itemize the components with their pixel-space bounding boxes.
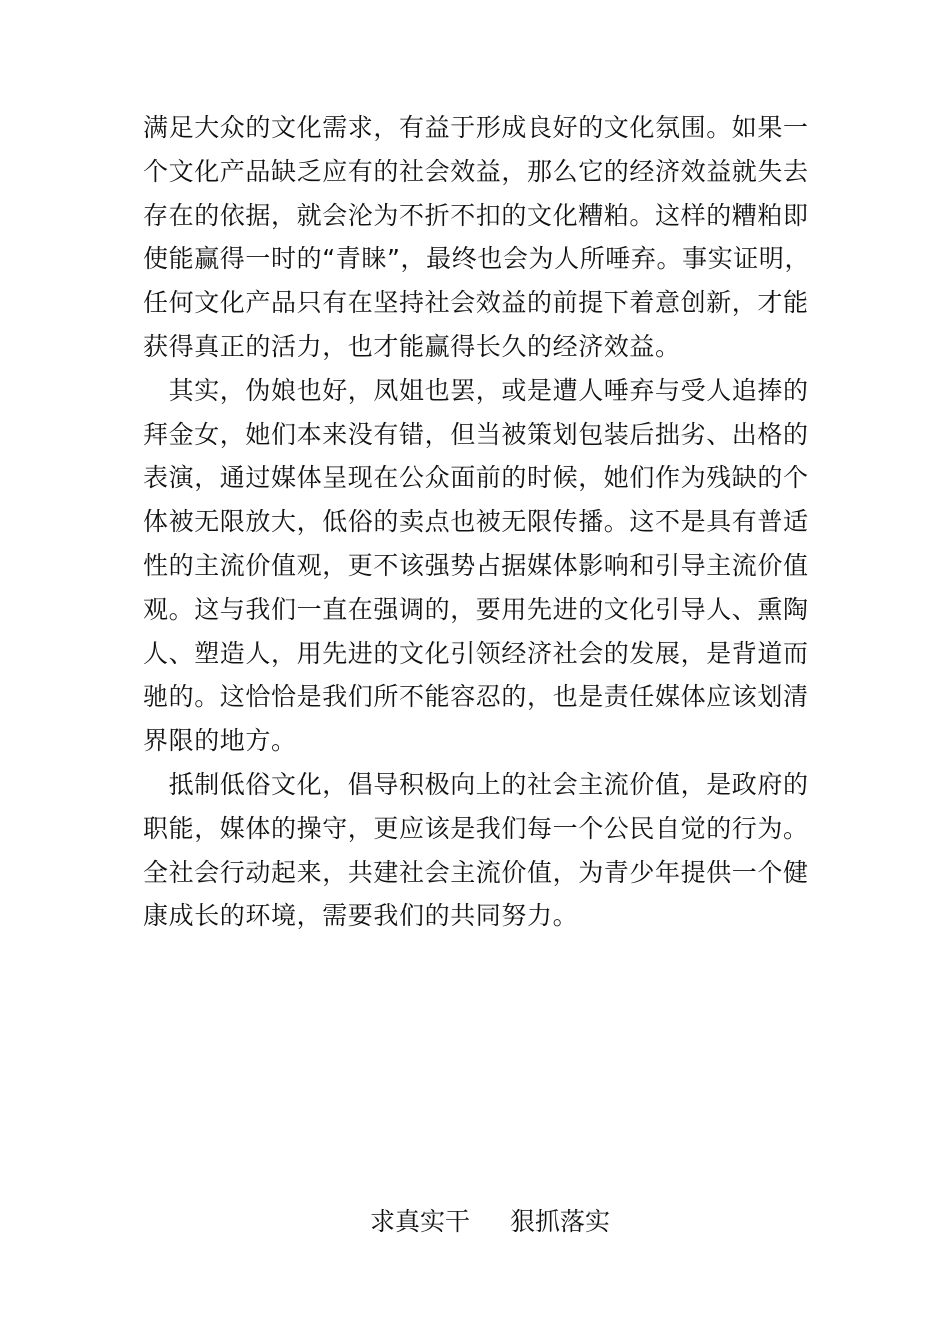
text-line: 任何文化产品只有在坚持社会效益的前提下着意创新，才能: [143, 288, 809, 318]
text-line: 拜金女，她们本来没有错，但当被策划包装后拙劣、出格的: [143, 419, 809, 449]
text-line: 其实，伪娘也好，凤姐也罢，或是遭人唾弃与受人追捧的: [143, 375, 809, 405]
text-line: 界限的地方。: [143, 726, 297, 756]
text-line: 满足大众的文化需求，有益于形成良好的文化氛围。如果一: [143, 113, 809, 142]
text-line: 存在的依据，就会沦为不折不扣的文化糟粕。这样的糟粕即: [143, 200, 809, 230]
text-line: 性的主流价值观，更不该强势占据媒体影响和引导主流价值: [143, 550, 809, 580]
text-line: 全社会行动起来，共建社会主流价值，为青少年提供一个健: [143, 857, 809, 887]
text-line: 个文化产品缺乏应有的社会效益，那么它的经济效益就失去: [143, 156, 809, 186]
text-line: 体被无限放大，低俗的卖点也被无限传播。这不是具有普适: [143, 507, 809, 537]
footer-slogan-right: 狠抓落实: [510, 1207, 611, 1236]
page-footer: [0, 1202, 950, 1242]
text-line: 康成长的环境，需要我们的共同努力。: [143, 901, 579, 931]
text-line: 观。这与我们一直在强调的，要用先进的文化引导人、熏陶: [143, 594, 809, 624]
footer-slogan-left: 求真实干: [370, 1207, 471, 1236]
text-line: 人、塑造人，用先进的文化引领经济社会的发展，是背道而: [143, 638, 809, 668]
text-line: 使能赢得一时的“青睐”，最终也会为人所唾弃。事实证明，: [143, 244, 811, 274]
text-line: 获得真正的活力，也才能赢得长久的经济效益。: [143, 331, 681, 361]
body-text: [143, 106, 813, 938]
text-line: 表演，通过媒体呈现在公众面前的时候，她们作为残缺的个: [143, 463, 809, 493]
text-line: 驰的。这恰恰是我们所不能容忍的，也是责任媒体应该划清: [143, 682, 809, 712]
text-line: 职能，媒体的操守，更应该是我们每一个公民自觉的行为。: [143, 813, 809, 843]
text-line: 抵制低俗文化，倡导积极向上的社会主流价值，是政府的: [143, 769, 809, 799]
